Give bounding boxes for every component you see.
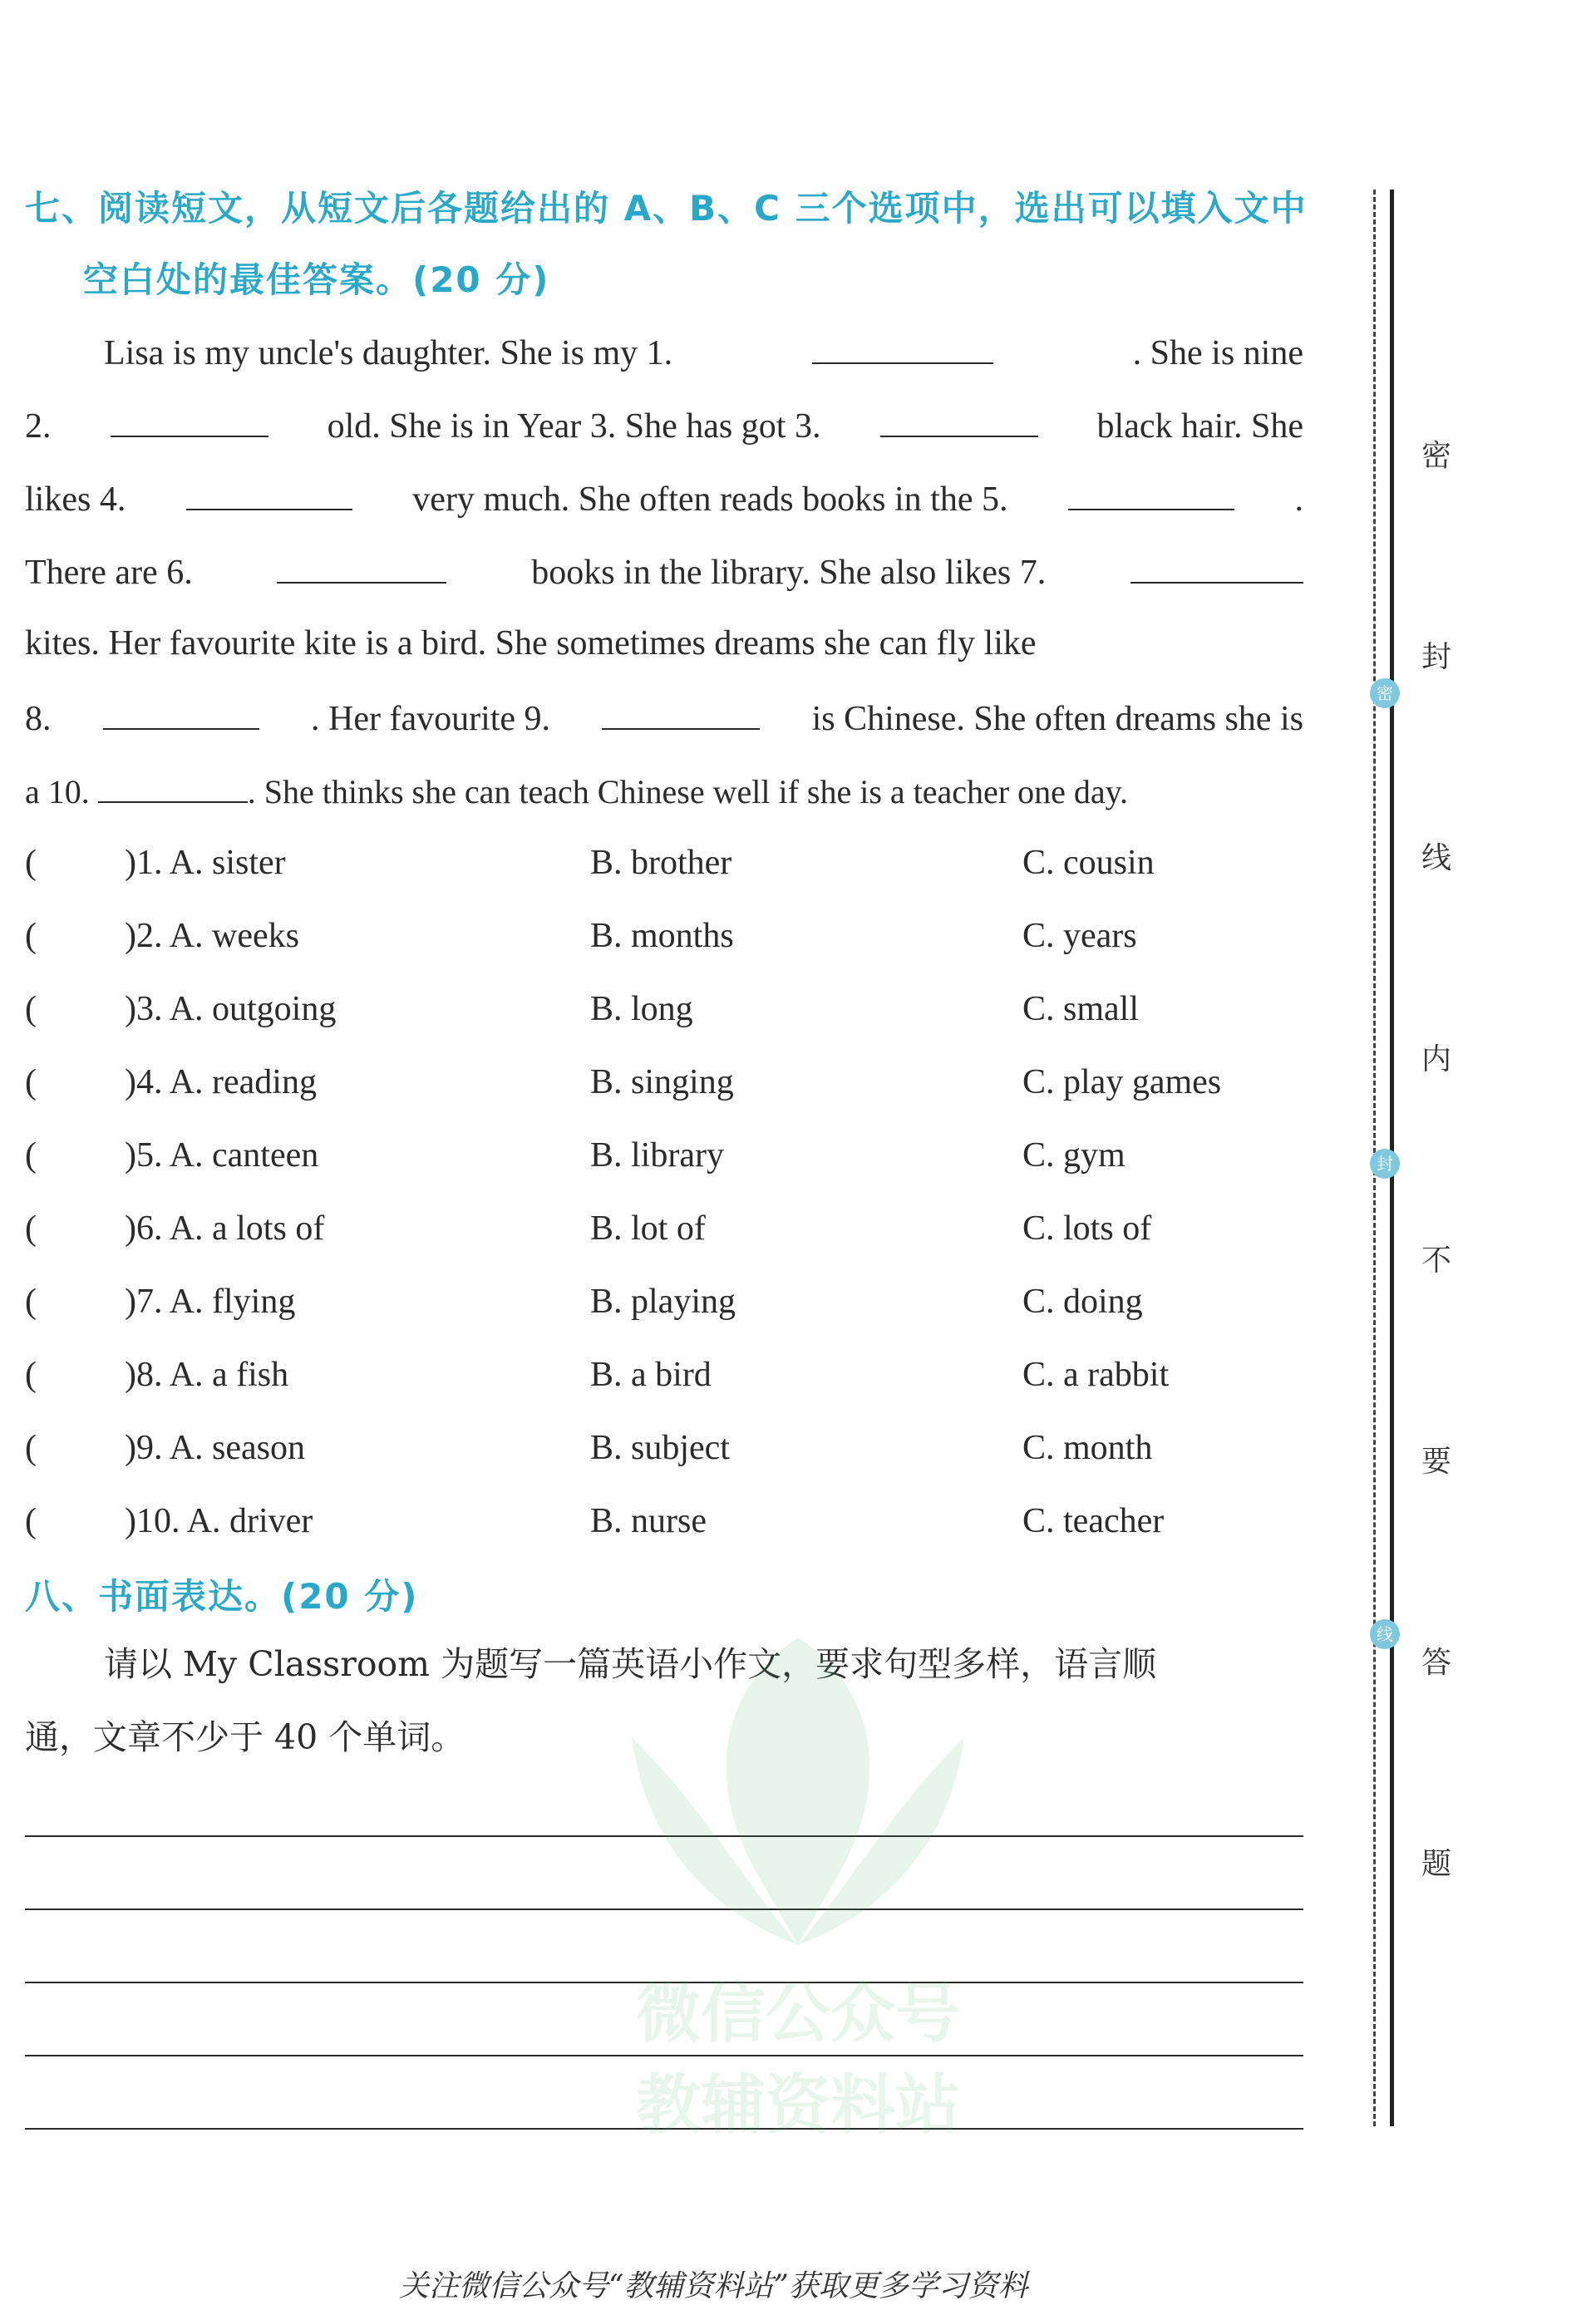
option-b: B. brother <box>590 844 732 882</box>
option-c: C. gym <box>1022 1136 1126 1175</box>
option-c: C. years <box>1022 917 1137 955</box>
section-7-title-cont: 空白处的最佳答案。(20 分) <box>83 259 550 300</box>
passage-text: . She thinks she can teach Chinese well if she is a teacher one day. <box>247 773 1129 810</box>
watermark-text: 微信公众号 <box>635 1977 960 2051</box>
seal-char: 密 <box>1421 439 1452 473</box>
option-c: C. a rabbit <box>1022 1356 1170 1394</box>
passage-text: likes 4. <box>25 480 126 519</box>
writing-prompt-line-2: 通，文章不少于 40 个单词。 <box>25 1717 466 1757</box>
seal-char: 要 <box>1421 1445 1452 1479</box>
option-c: C. cousin <box>1022 844 1155 882</box>
blank-2[interactable] <box>111 399 268 437</box>
blank-6[interactable] <box>277 545 446 584</box>
question-row <box>25 838 1305 888</box>
section-8-title: 八、书面表达。(20 分) <box>25 1576 419 1617</box>
option-b: B. singing <box>590 1063 734 1101</box>
question-row <box>25 1423 1305 1473</box>
passage-line-4 <box>25 545 1303 595</box>
seal-badge: 密 <box>1370 678 1400 708</box>
option-a: )8. A. a fish <box>125 1356 289 1394</box>
blank-3[interactable] <box>880 399 1038 437</box>
seal-badge: 封 <box>1370 1149 1400 1179</box>
passage-line-7 <box>25 765 1303 815</box>
question-row <box>25 984 1305 1034</box>
blank-7[interactable] <box>1130 545 1303 584</box>
seal-char: 不 <box>1421 1244 1452 1278</box>
option-c: C. small <box>1022 990 1140 1028</box>
passage-text: 8. <box>25 700 52 738</box>
seal-char: 内 <box>1421 1042 1452 1076</box>
answer-bracket[interactable]: ( <box>25 917 37 955</box>
option-a: )7. A. flying <box>125 1283 296 1321</box>
question-row <box>25 1057 1305 1107</box>
passage-text: black hair. She <box>1096 407 1303 446</box>
passage-text: very much. She often reads books in the 5. <box>412 480 1008 519</box>
passage-text: . She is nine <box>1132 334 1303 372</box>
passage-text: . Her favourite 9. <box>311 700 551 738</box>
option-a: )2. A. weeks <box>125 917 299 955</box>
option-c: C. doing <box>1022 1283 1143 1321</box>
passage-text: Lisa is my uncle's daughter. She is my 1. <box>104 334 673 372</box>
seal-badge: 线 <box>1370 1619 1400 1649</box>
option-b: B. months <box>590 917 734 955</box>
passage-text: There are 6. <box>25 554 193 592</box>
blank-10[interactable] <box>98 765 248 803</box>
watermark-text: 教辅资料站 <box>635 2068 960 2143</box>
passage-text: old. She is in Year 3. She has got 3. <box>327 407 821 446</box>
section-7-title: 七、阅读短文，从短文后各题给出的 A、B、C 三个选项中，选出可以填入文中 <box>25 188 1308 229</box>
option-c: C. month <box>1022 1429 1153 1467</box>
question-row <box>25 911 1305 961</box>
option-b: B. subject <box>590 1429 730 1467</box>
option-b: B. library <box>590 1136 724 1175</box>
passage-text: . <box>1294 480 1303 519</box>
question-row <box>25 1130 1305 1180</box>
answer-bracket[interactable]: ( <box>25 1283 37 1321</box>
leaf-logo-icon <box>598 1613 998 1962</box>
option-a: )4. A. reading <box>125 1063 317 1101</box>
blank-1[interactable] <box>812 326 993 364</box>
blank-8[interactable] <box>103 692 259 730</box>
option-c: C. teacher <box>1022 1502 1165 1540</box>
answer-bracket[interactable]: ( <box>25 844 37 882</box>
passage-line-3 <box>25 472 1303 522</box>
question-row <box>25 1204 1305 1253</box>
answer-bracket[interactable]: ( <box>25 1356 37 1394</box>
passage-line-5 <box>25 618 1303 668</box>
question-row <box>25 1496 1305 1546</box>
question-row <box>25 1277 1305 1327</box>
answer-bracket[interactable]: ( <box>25 1429 37 1467</box>
answer-bracket[interactable]: ( <box>25 1209 37 1248</box>
question-row <box>25 1350 1305 1400</box>
answer-bracket[interactable]: ( <box>25 1502 37 1540</box>
seal-char: 封 <box>1421 640 1452 674</box>
passage-text: books in the library. She also likes 7. <box>531 554 1047 592</box>
answer-bracket[interactable]: ( <box>25 1063 37 1101</box>
option-c: C. play games <box>1022 1063 1222 1101</box>
passage-line-6 <box>25 692 1303 741</box>
seal-char: 答 <box>1421 1646 1452 1680</box>
passage-line-1 <box>25 326 1303 376</box>
passage-text: 2. <box>25 407 52 446</box>
option-c: C. lots of <box>1022 1209 1152 1248</box>
option-a: )9. A. season <box>125 1429 305 1467</box>
option-a: )3. A. outgoing <box>125 990 337 1028</box>
blank-5[interactable] <box>1068 472 1234 510</box>
passage-text: is Chinese. She often dreams she is <box>811 700 1303 738</box>
passage-text: a 10. <box>25 773 90 810</box>
blank-9[interactable] <box>602 692 760 730</box>
footer-note: 关注微信公众号“教辅资料站”获取更多学习资料 <box>399 2269 1028 2303</box>
option-b: B. lot of <box>590 1209 706 1248</box>
option-b: B. nurse <box>590 1502 707 1540</box>
option-a: )1. A. sister <box>125 844 286 882</box>
passage-text: kites. Her favourite kite is a bird. She sometimes dreams she can fly like <box>25 624 1037 662</box>
option-b: B. playing <box>590 1283 736 1321</box>
seal-char: 线 <box>1421 841 1452 875</box>
option-a: )10. A. driver <box>125 1502 313 1540</box>
blank-4[interactable] <box>186 472 352 510</box>
seal-char: 题 <box>1421 1847 1452 1881</box>
option-b: B. long <box>590 990 693 1028</box>
option-a: )5. A. canteen <box>125 1136 319 1175</box>
option-b: B. a bird <box>590 1356 712 1394</box>
option-a: )6. A. a lots of <box>125 1209 325 1248</box>
writing-prompt-line-1: 请以 My Classroom 为题写一篇英语小作文，要求句型多样，语言顺 <box>104 1644 1157 1684</box>
passage-line-2 <box>25 399 1303 449</box>
answer-bracket[interactable]: ( <box>25 1136 37 1175</box>
answer-bracket[interactable]: ( <box>25 990 37 1028</box>
watermark-logo <box>598 1613 998 2143</box>
